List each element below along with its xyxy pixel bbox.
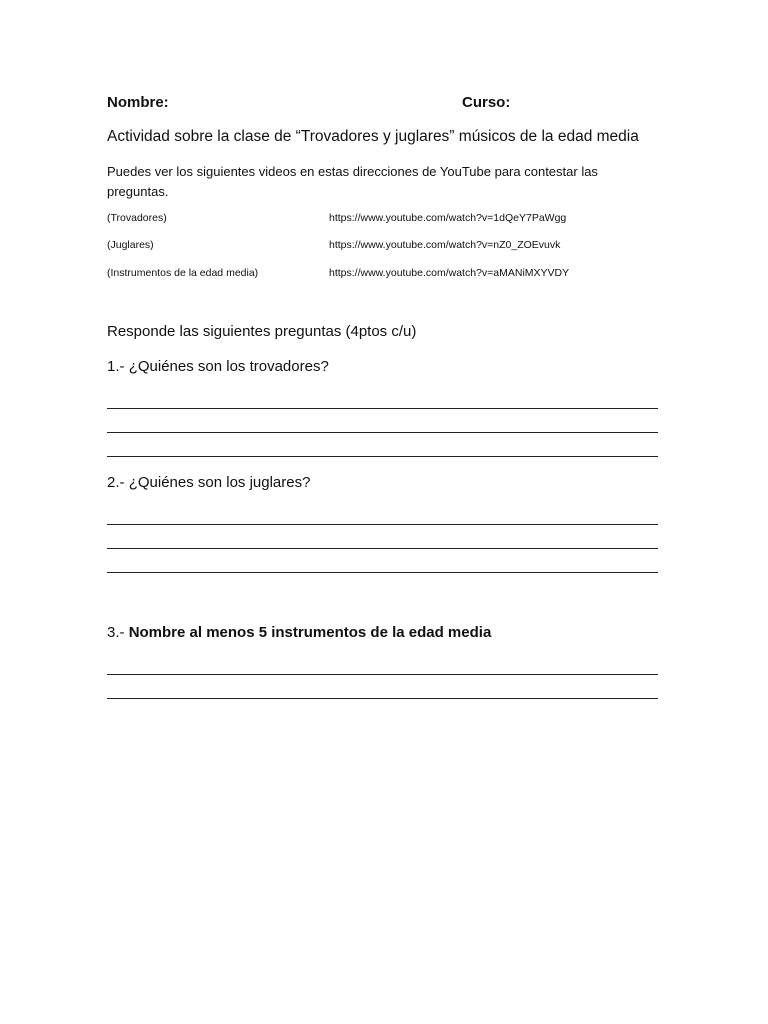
question-2-text: ¿Quiénes son los juglares? [128,474,311,491]
link-label-instrumentos: (Instrumentos de la edad media) [107,267,259,279]
question-3 [107,624,491,641]
answer-line[interactable] [107,524,658,525]
question-3-number: 3.- [107,624,125,641]
question-1-number: 1.- [107,358,125,375]
question-1-text: ¿Quiénes son los trovadores? [128,358,329,375]
link-label-trovadores: (Trovadores) [107,212,167,224]
answer-line[interactable] [107,674,658,675]
question-3-text: Nombre al menos 5 instrumentos de la edad media [128,624,492,641]
nombre-label: Nombre: [107,94,169,111]
answer-line[interactable] [107,572,658,573]
link-url-juglares[interactable]: https://www.youtube.com/watch?v=nZ0_ZOEvuvk [329,239,561,251]
activity-title: Actividad sobre la clase de “Trovadores y juglares” músicos de la edad media [107,128,639,145]
question-1 [107,358,329,375]
link-label-juglares: (Juglares) [107,239,154,251]
intro-text: Puedes ver los siguientes videos en estas direcciones de YouTube para contestar las preguntas. [107,164,598,199]
question-2 [107,474,310,491]
answer-line[interactable] [107,432,658,433]
instructions-heading: Responde las siguientes preguntas (4ptos c/u) [107,323,417,340]
answer-line[interactable] [107,408,658,409]
answer-line[interactable] [107,548,658,549]
link-url-trovadores[interactable]: https://www.youtube.com/watch?v=1dQeY7PaWgg [329,212,567,224]
link-url-instrumentos[interactable]: https://www.youtube.com/watch?v=aMANiMXYVDY [329,267,570,279]
answer-line[interactable] [107,698,658,699]
curso-label: Curso: [462,94,511,111]
question-2-number: 2.- [107,474,125,491]
answer-line[interactable] [107,456,658,457]
